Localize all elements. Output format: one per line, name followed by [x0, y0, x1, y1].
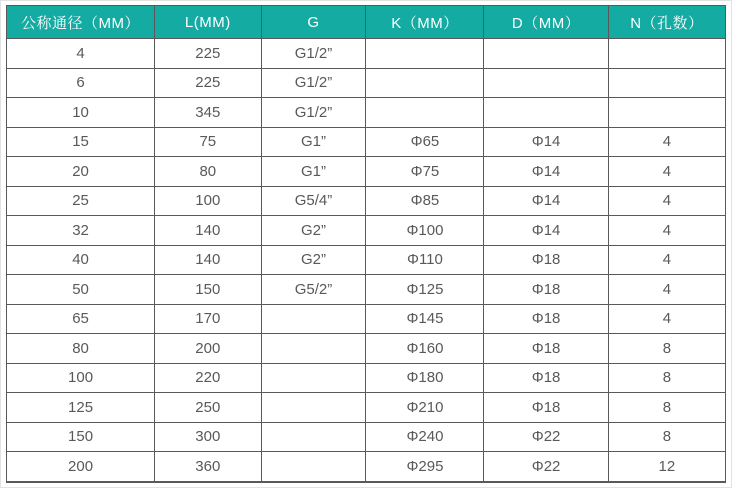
table-cell: Φ18: [484, 275, 608, 305]
column-header-hole-diameter: D（MM）: [484, 6, 608, 39]
table-cell: 140: [155, 216, 261, 246]
table-cell: 80: [7, 334, 155, 364]
table-cell: 150: [7, 422, 155, 452]
table-row: [7, 157, 726, 187]
table-cell: [261, 422, 366, 452]
column-header-nominal-diameter: 公称通径（MM）: [7, 6, 155, 39]
table-cell: 8: [608, 334, 725, 364]
table-cell: Φ18: [484, 334, 608, 364]
table-row: [7, 452, 726, 483]
table-cell: Φ145: [366, 304, 484, 334]
table-cell: 140: [155, 245, 261, 275]
table-cell: [608, 39, 725, 69]
table-cell: 10: [7, 98, 155, 128]
table-row: [7, 68, 726, 98]
table-cell: G1”: [261, 127, 366, 157]
table-cell: 200: [7, 452, 155, 483]
table-cell: [608, 98, 725, 128]
table-cell: [261, 304, 366, 334]
table-cell: 4: [608, 157, 725, 187]
table-cell: Φ100: [366, 216, 484, 246]
table-cell: G2”: [261, 216, 366, 246]
table-cell: 8: [608, 393, 725, 423]
table-cell: 100: [155, 186, 261, 216]
table-cell: Φ240: [366, 422, 484, 452]
table-cell: Φ65: [366, 127, 484, 157]
table-row: [7, 98, 726, 128]
table-cell: 4: [608, 245, 725, 275]
table-row: [7, 334, 726, 364]
table-cell: 25: [7, 186, 155, 216]
table-cell: 360: [155, 452, 261, 483]
table-cell: G5/4”: [261, 186, 366, 216]
table-cell: Φ75: [366, 157, 484, 187]
table-row: [7, 216, 726, 246]
column-header-bolt-circle: K（MM）: [366, 6, 484, 39]
table-cell: 4: [608, 216, 725, 246]
dimension-spec-table: [6, 5, 726, 483]
column-header-length: L(MM): [155, 6, 261, 39]
table-cell: 12: [608, 452, 725, 483]
table-cell: [261, 334, 366, 364]
table-cell: 40: [7, 245, 155, 275]
table-cell: Φ110: [366, 245, 484, 275]
table-cell: 125: [7, 393, 155, 423]
table-cell: 225: [155, 39, 261, 69]
table-row: [7, 127, 726, 157]
table-cell: 4: [7, 39, 155, 69]
table-cell: Φ18: [484, 245, 608, 275]
table-cell: Φ160: [366, 334, 484, 364]
table-cell: [484, 39, 608, 69]
table-cell: 170: [155, 304, 261, 334]
table-cell: Φ295: [366, 452, 484, 483]
table-cell: G1/2”: [261, 39, 366, 69]
table-cell: Φ18: [484, 363, 608, 393]
table-cell: 20: [7, 157, 155, 187]
column-header-thread: G: [261, 6, 366, 39]
table-cell: Φ22: [484, 422, 608, 452]
table-row: [7, 363, 726, 393]
table-row: [7, 245, 726, 275]
table-cell: Φ18: [484, 393, 608, 423]
table-cell: 250: [155, 393, 261, 423]
table-cell: Φ125: [366, 275, 484, 305]
table-cell: 50: [7, 275, 155, 305]
table-row: [7, 39, 726, 69]
header-row: [7, 6, 726, 39]
table-cell: Φ14: [484, 186, 608, 216]
table-cell: [261, 452, 366, 483]
table-cell: 4: [608, 304, 725, 334]
table-cell: 32: [7, 216, 155, 246]
table-cell: 4: [608, 127, 725, 157]
table-row: [7, 393, 726, 423]
table-row: [7, 275, 726, 305]
table-cell: [261, 393, 366, 423]
table-cell: Φ85: [366, 186, 484, 216]
table-cell: 80: [155, 157, 261, 187]
table-cell: 300: [155, 422, 261, 452]
table-cell: 100: [7, 363, 155, 393]
table-cell: [261, 363, 366, 393]
table-cell: [366, 39, 484, 69]
table-cell: 4: [608, 275, 725, 305]
table-cell: 75: [155, 127, 261, 157]
table-cell: Φ180: [366, 363, 484, 393]
table-cell: 220: [155, 363, 261, 393]
table-cell: 200: [155, 334, 261, 364]
table-cell: G1/2”: [261, 98, 366, 128]
table-cell: G1”: [261, 157, 366, 187]
table-cell: [608, 68, 725, 98]
table-cell: Φ14: [484, 157, 608, 187]
table-cell: 15: [7, 127, 155, 157]
table-cell: Φ18: [484, 304, 608, 334]
table-cell: [366, 68, 484, 98]
table-cell: Φ22: [484, 452, 608, 483]
table-cell: 4: [608, 186, 725, 216]
table-cell: 150: [155, 275, 261, 305]
table-cell: 345: [155, 98, 261, 128]
table-cell: [484, 98, 608, 128]
table-cell: Φ210: [366, 393, 484, 423]
column-header-hole-count: N（孔数）: [608, 6, 725, 39]
table-cell: 65: [7, 304, 155, 334]
table-cell: Φ14: [484, 127, 608, 157]
table-cell: G2”: [261, 245, 366, 275]
table-cell: G5/2”: [261, 275, 366, 305]
table-row: [7, 304, 726, 334]
table-row: [7, 186, 726, 216]
table-cell: [366, 98, 484, 128]
table-cell: 8: [608, 363, 725, 393]
table-cell: 6: [7, 68, 155, 98]
table-cell: 8: [608, 422, 725, 452]
table-cell: Φ14: [484, 216, 608, 246]
table-body: [7, 39, 726, 483]
table-cell: 225: [155, 68, 261, 98]
table-cell: G1/2”: [261, 68, 366, 98]
table-cell: [484, 68, 608, 98]
table-row: [7, 422, 726, 452]
